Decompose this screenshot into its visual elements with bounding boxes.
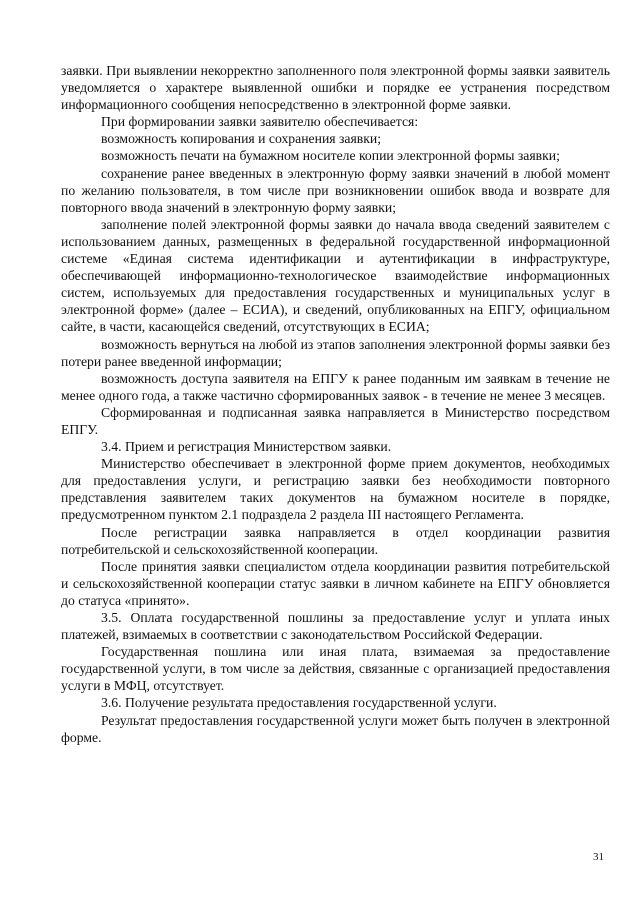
page-number: 31 [593, 851, 604, 863]
paragraph-ministry-acceptance: Министерство обеспечивает в электронной форме прием документов, необходимых для предоставления услуги, и регистрацию заявки без необходимости повторного представления заявителем таких документов на бумажном носителе в порядке, предусмотренном пунктом 2.1 подраздела 2 раздела III настоящего Регламента. [61, 456, 610, 523]
section-heading-3-5: 3.5. Оплата государственной пошлины за предоставление услуг и уплата иных платежей, взимаемых в соответствии с законодательством Российской Федерации. [61, 610, 610, 643]
section-heading-3-6: 3.6. Получение результата предоставления государственной услуги. [101, 695, 497, 711]
paragraph-save-values: сохранение ранее введенных в электронную форму заявки значений в любой момент по желанию пользователя, в том числе при возникновении ошибок ввода и возврате для повторного ввода значений в электронную форму заявки; [61, 165, 610, 215]
paragraph-prefill-esia: заполнение полей электронной формы заявки до начала ввода сведений заявителем с использованием данных, размещенных в федеральной государственной информационной системе «Единая система идентификации и аутентификации в инфраструктуре, обеспечивающей информационно-технологическое взаимодействие информационных систем, используемых для предоставления государственных и муниципальных услуг в электронной форме» (далее – ЕСИА), и сведений, опубликованных на ЕПГУ, официальном сайте, в части, касающейся сведений, отсутствующих в ЕСИА; [61, 216, 610, 335]
paragraph-submission: Сформированная и подписанная заявка направляется в Министерство посредством ЕПГУ. [61, 404, 610, 437]
document-body [61, 62, 610, 746]
paragraph-provision-intro: При формировании заявки заявителю обеспечивается: [101, 114, 419, 130]
paragraph-return-step: возможность вернуться на любой из этапов заполнения электронной формы заявки без потери ранее введенной информации; [61, 336, 610, 369]
paragraph-after-registration: После регистрации заявка направляется в отдел координации развития потребительской и сельскохозяйственной кооперации. [61, 524, 610, 557]
paragraph-fee-absent: Государственная пошлина или иная плата, взимаемая за предоставление государственной услуги, в том числе за действия, связанные с организацией предоставления услуги в МФЦ, отсутствует. [61, 644, 610, 694]
section-heading-3-4: 3.4. Прием и регистрация Министерством заявки. [101, 439, 392, 455]
paragraph-continuation: заявки. При выявлении некорректно заполненного поля электронной формы заявки заявитель уведомляется о характере выявленной ошибки и порядке ее устранения посредством информационного сообщения непосредственно в электронной форме заявки. [61, 63, 610, 113]
paragraph-status-update: После принятия заявки специалистом отдела координации развития потребительской и сельскохозяйственной кооперации статус заявки в личном кабинете на ЕПГУ обновляется до статуса «принято». [61, 558, 610, 608]
paragraph-print-copy: возможность печати на бумажном носителе копии электронной формы заявки; [101, 148, 560, 164]
paragraph-copy-save: возможность копирования и сохранения заявки; [101, 131, 382, 147]
paragraph-result-electronic: Результат предоставления государственной услуги может быть получен в электронной форме. [61, 712, 610, 745]
paragraph-access-history: возможность доступа заявителя на ЕПГУ к ранее поданным им заявкам в течение не менее одного года, а также частично сформированных заявок - в течение не менее 3 месяцев. [61, 370, 610, 403]
